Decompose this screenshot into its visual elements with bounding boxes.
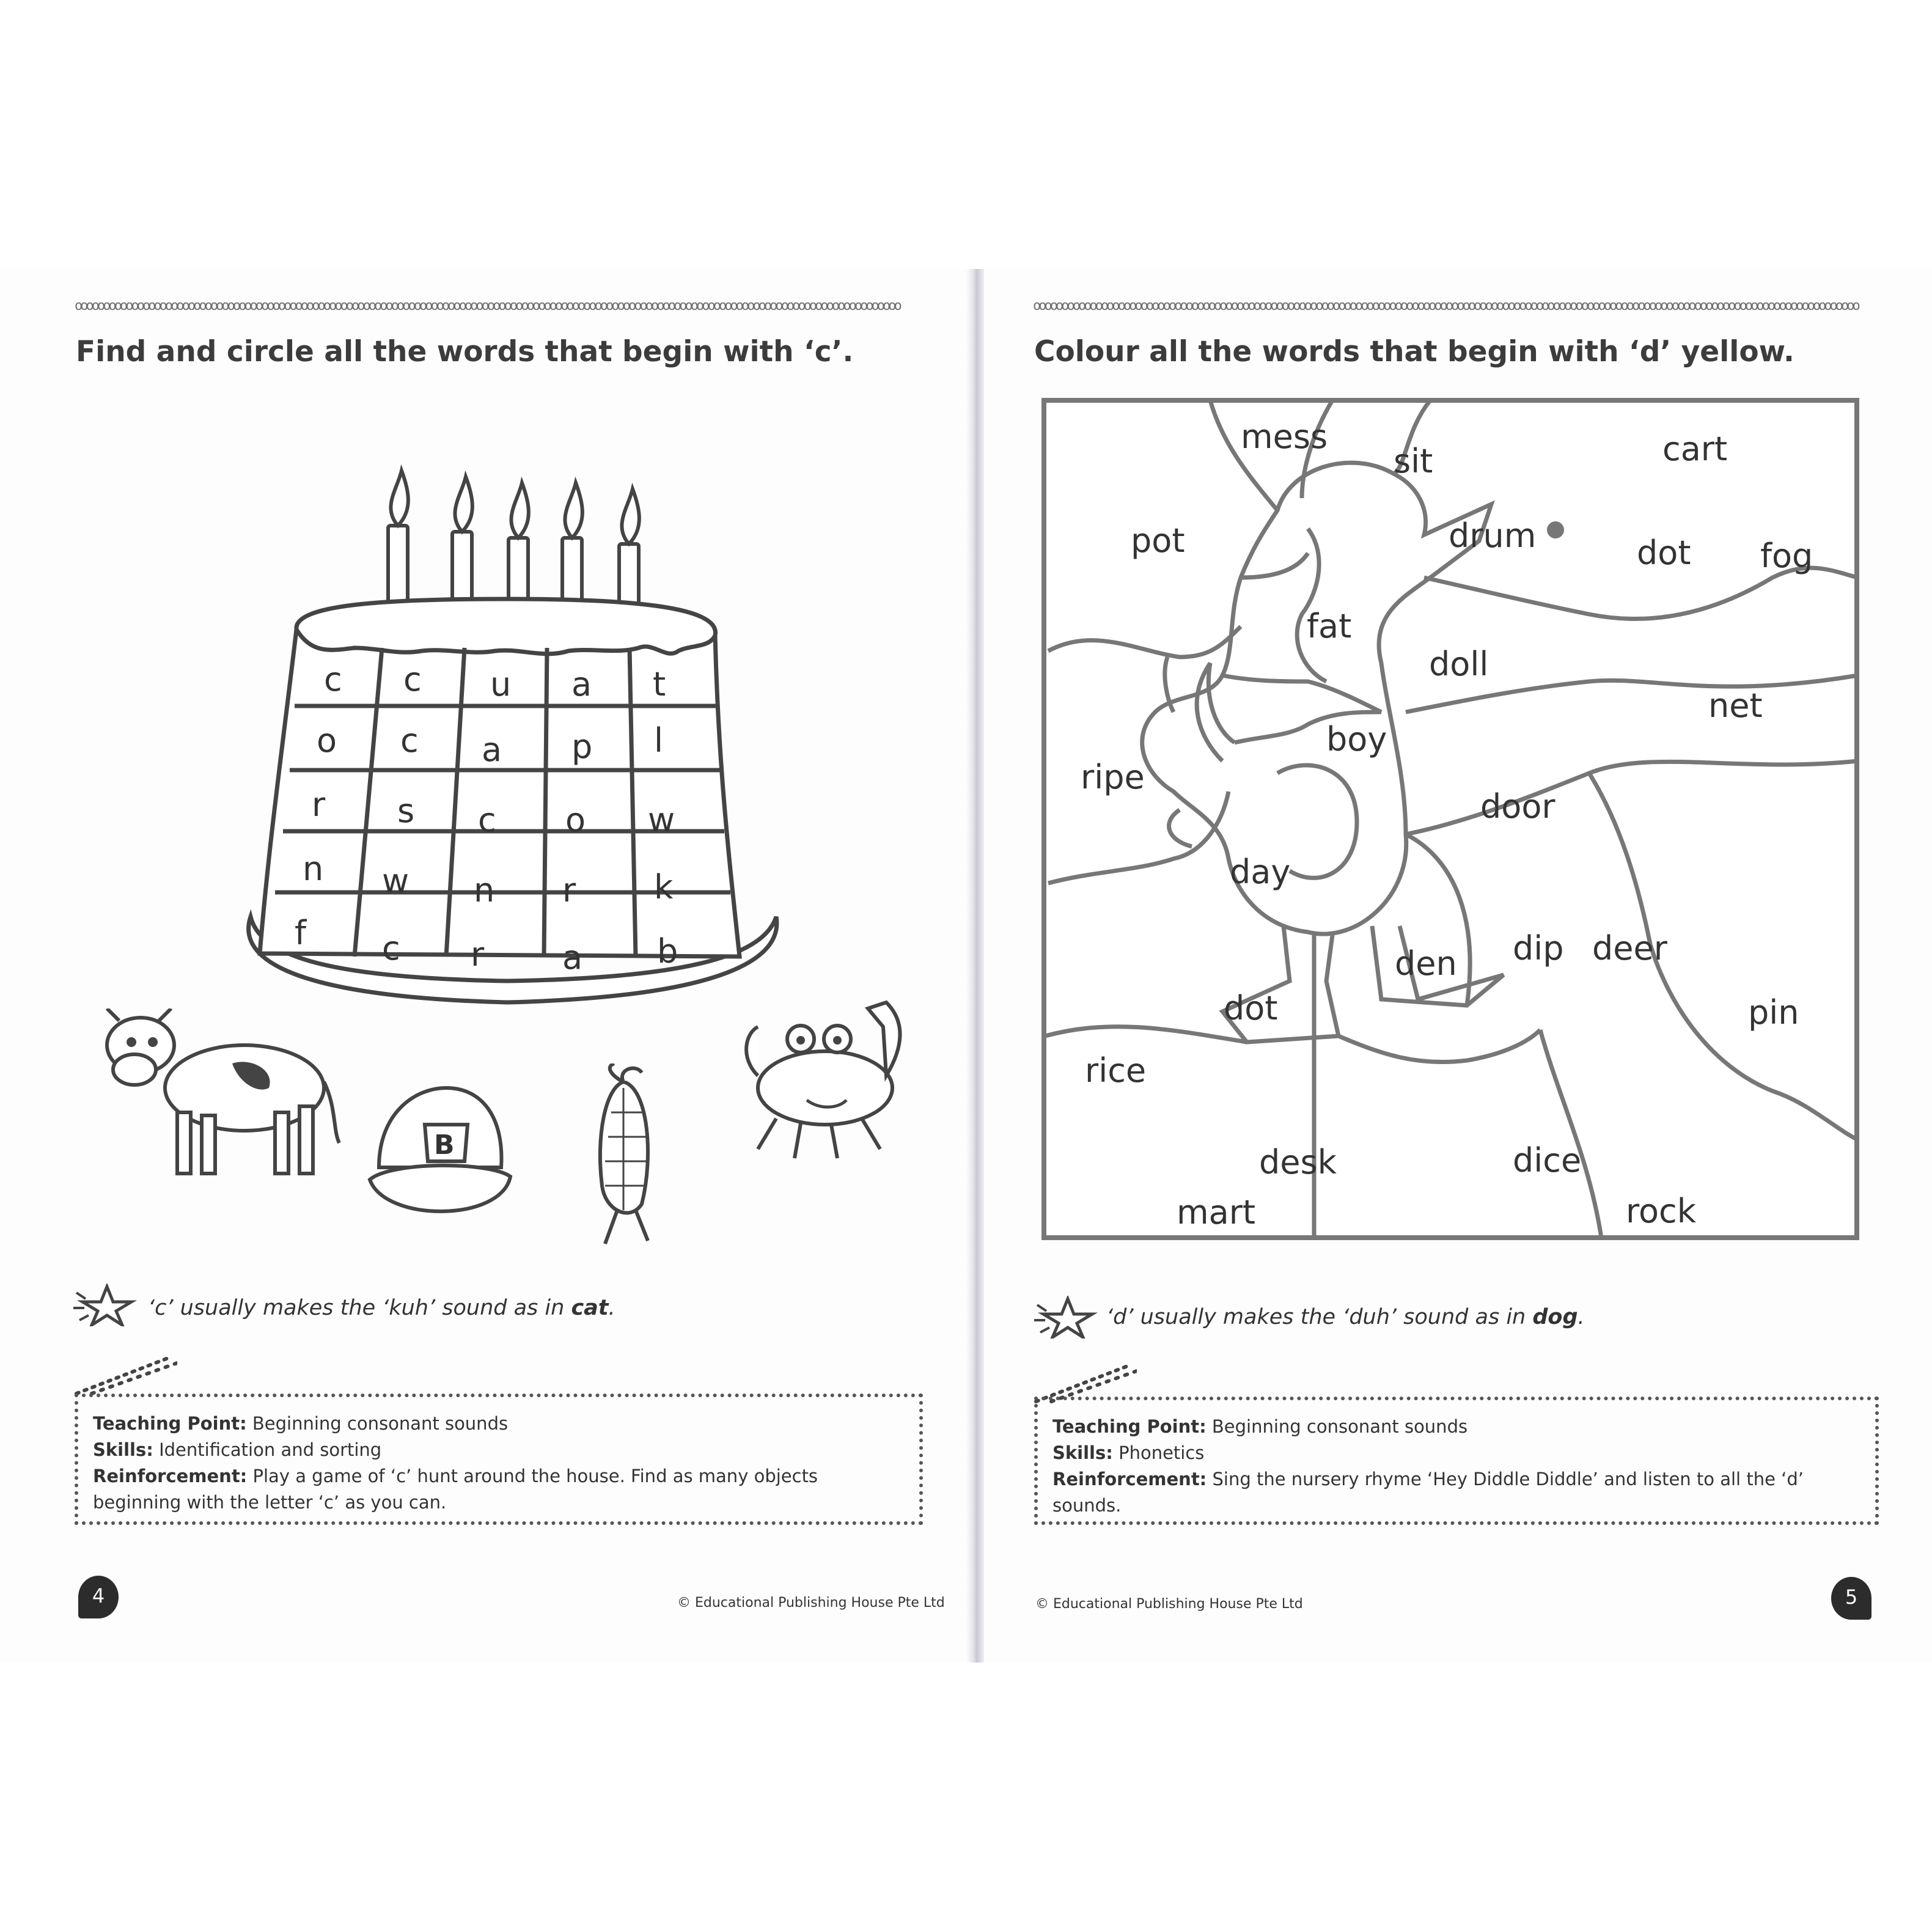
dotted-sparkle-decoration [73,1354,177,1397]
corn-icon [581,1063,672,1247]
book-gutter [966,269,984,1662]
cake-icing [296,599,716,654]
cap-letter: B [434,1129,455,1161]
reinforcement: Reinforcement: Play a game of ‘c’ hunt around the house. Find as many objects beginning with the letter ‘c’ as you can. [93,1466,818,1513]
puzzle-word[interactable]: rice [1085,1051,1147,1090]
puzzle-word[interactable]: door [1480,787,1556,826]
page-number-badge: 4 [78,1576,119,1618]
teaching-point: Teaching Point: Beginning consonant sounds [1052,1416,1468,1437]
puzzle-word[interactable]: net [1708,686,1763,725]
grid-letter[interactable]: c [400,721,419,760]
puzzle-word[interactable]: deer [1592,929,1667,968]
puzzle-word[interactable]: drum [1449,516,1537,555]
grid-letter[interactable]: c [478,801,496,839]
puzzle-word[interactable]: den [1395,944,1457,983]
grid-letter[interactable]: c [324,660,342,699]
left-chain-border: oooooooooooooooooooooooooooooooooooooooooooooooooooooooooooooooooooooooooooooooooooooooooooooooooooooooooooooooooooooooooooooooooooooooooooooooooo [75,298,900,314]
cap-icon [367,1076,513,1229]
puzzle-word[interactable]: dot [1637,534,1691,572]
reinforcement: Reinforcement: Sing the nursery rhyme ‘Hey Diddle Diddle’ and listen to all the ‘d’ sounds. [1052,1469,1804,1516]
skills: Skills: Identification and sorting [93,1439,382,1460]
right-page-title: Colour all the words that begin with ‘d’ yellow. [1034,335,1794,369]
left-teaching-box [75,1394,923,1525]
puzzle-word[interactable]: mart [1177,1193,1256,1232]
grid-letter[interactable]: w [382,862,410,900]
puzzle-word[interactable]: fat [1307,607,1352,645]
puzzle-word[interactable]: fog [1760,537,1813,575]
right-chain-border: oooooooooooooooooooooooooooooooooooooooooooooooooooooooooooooooooooooooooooooooooooooooooooooooooooooooooooooooooooooooooooooooooooooooooooooooooo [1033,298,1858,314]
grid-letter[interactable]: n [303,850,324,888]
grid-letter[interactable]: a [482,730,502,769]
puzzle-word[interactable]: day [1230,853,1291,891]
puzzle-word[interactable]: mess [1241,417,1328,456]
puzzle-word[interactable]: desk [1259,1143,1337,1181]
grid-letter[interactable]: r [562,871,576,909]
duck-eye-icon [1547,521,1564,538]
grid-letter[interactable]: n [474,871,495,909]
grid-letter[interactable]: w [648,801,675,839]
puzzle-word[interactable]: sit [1394,442,1433,480]
crab-icon [740,984,917,1167]
grid-letter[interactable]: u [490,665,512,703]
puzzle-word[interactable]: dot [1224,989,1278,1027]
left-page-title: Find and circle all the words that begin with ‘c’. [76,335,854,369]
birthday-cake-word-search [226,465,795,1027]
grid-letter[interactable]: a [562,938,583,977]
grid-letter[interactable]: p [571,727,593,766]
right-tip-text: ‘d’ usually makes the ‘duh’ sound as in dog. [1106,1305,1585,1329]
grid-letter[interactable]: o [565,801,586,839]
skills: Skills: Phonetics [1052,1442,1205,1463]
left-tip-text: ‘c’ usually makes the ‘kuh’ sound as in cat. [148,1296,615,1320]
grid-letter[interactable]: o [317,721,337,760]
star-tip-icon [73,1284,141,1326]
puzzle-word[interactable]: doll [1429,645,1489,683]
puzzle-word[interactable]: dice [1513,1141,1582,1180]
page-number-badge: 5 [1831,1577,1871,1620]
grid-letter[interactable]: s [397,792,415,830]
grid-letter[interactable]: k [654,868,674,906]
puzzle-word[interactable]: dip [1513,929,1564,968]
puzzle-word[interactable]: cart [1662,430,1728,468]
grid-letter[interactable]: c [403,660,422,699]
star-tip-icon [1034,1296,1101,1339]
puzzle-word[interactable]: pin [1748,993,1799,1032]
grid-letter[interactable]: c [382,929,400,968]
grid-letter[interactable]: a [571,665,592,703]
teaching-point: Teaching Point: Beginning consonant sounds [93,1413,509,1434]
copyright-text: © Educational Publishing House Pte Ltd [677,1595,945,1611]
grid-letter[interactable]: l [654,721,664,760]
right-teaching-box [1034,1397,1879,1525]
copyright-text: © Educational Publishing House Pte Ltd [1035,1596,1303,1612]
puzzle-word[interactable]: ripe [1081,758,1145,796]
puzzle-word[interactable]: boy [1326,720,1387,758]
grid-letter[interactable]: r [312,785,326,824]
cow-icon [92,1008,342,1192]
duck-colouring-puzzle [1039,394,1864,1277]
puzzle-word[interactable]: pot [1131,521,1185,560]
grid-letter[interactable]: b [657,932,678,971]
grid-letter[interactable]: t [653,665,666,703]
grid-letter[interactable]: f [295,914,307,952]
grid-letter[interactable]: r [471,935,485,974]
puzzle-word[interactable]: rock [1626,1192,1697,1230]
